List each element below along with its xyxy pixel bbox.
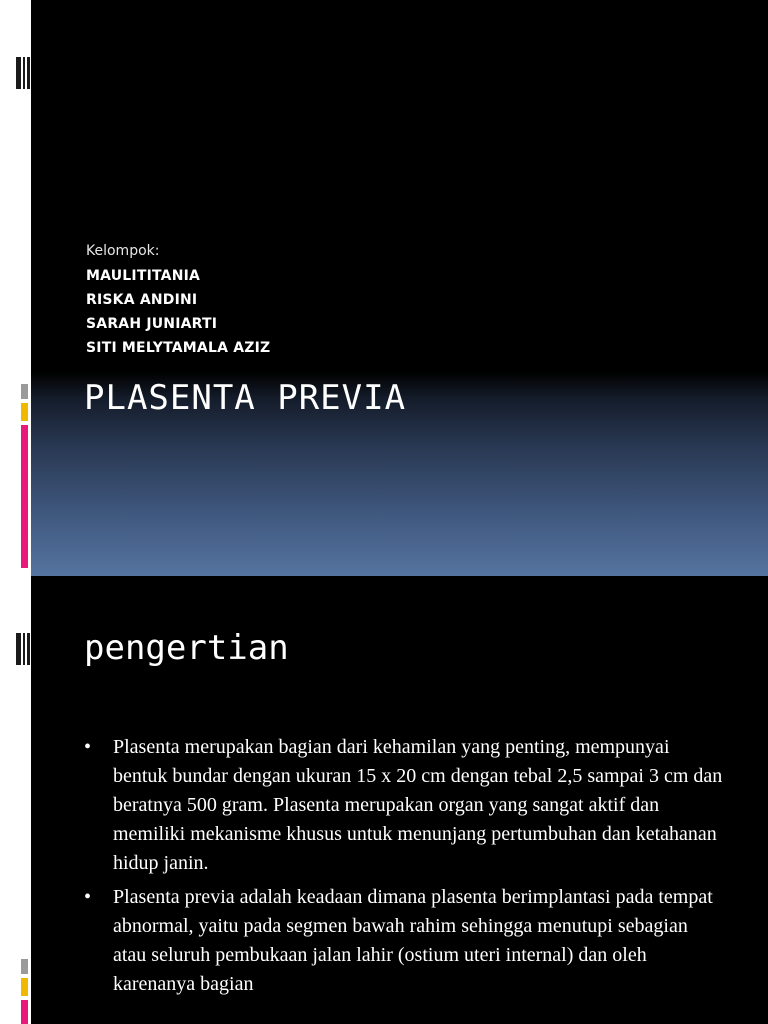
list-item	[84, 883, 724, 999]
title-slide-body	[31, 0, 768, 576]
filmstrip-icon	[16, 57, 30, 89]
member-name: SARAH JUNIARTI	[86, 316, 218, 332]
list-item	[84, 733, 724, 878]
content-slide	[0, 576, 768, 1024]
filmstrip-icon	[16, 633, 30, 665]
accent-bar-pink	[21, 425, 28, 568]
accent-square-gold	[21, 978, 28, 996]
slide-title: PLASENTA PREVIA	[84, 378, 407, 418]
accent-square-gray	[21, 384, 28, 399]
bullet-text: Plasenta previa adalah keadaan dimana plasenta berimplantasi pada tempat abnormal, yaitu pada segmen bawah rahim sehingga menutupi sebagian atau seluruh pembukaan jalan lahir (ostium uteri internal) dan oleh karenanya bagian	[113, 886, 713, 995]
group-label: Kelompok:	[86, 243, 160, 259]
accent-bar-pink	[21, 1000, 28, 1024]
slide-left-margin	[0, 0, 31, 576]
slide-left-margin	[0, 576, 31, 1024]
accent-square-gold	[21, 403, 28, 421]
bullet-icon: •	[84, 736, 92, 758]
member-name: MAULITITANIA	[86, 268, 201, 284]
member-name: RISKA ANDINI	[86, 292, 198, 308]
bullet-text: Plasenta merupakan bagian dari kehamilan yang penting, mempunyai bentuk bundar dengan ukuran 15 x 20 cm dengan tebal 2,5 sampai 3 cm dan beratnya 500 gram. Plasenta merupakan organ yang sangat aktif dan memiliki mekanisme khusus untuk menunjang pertumbuhan dan ketahanan hidup janin.	[113, 736, 723, 874]
bullet-icon: •	[84, 886, 92, 908]
accent-square-gray	[21, 959, 28, 974]
slide-heading: pengertian	[84, 628, 289, 668]
bullet-list	[84, 733, 724, 1004]
member-name: SITI MELYTAMALA AZIZ	[86, 340, 271, 356]
